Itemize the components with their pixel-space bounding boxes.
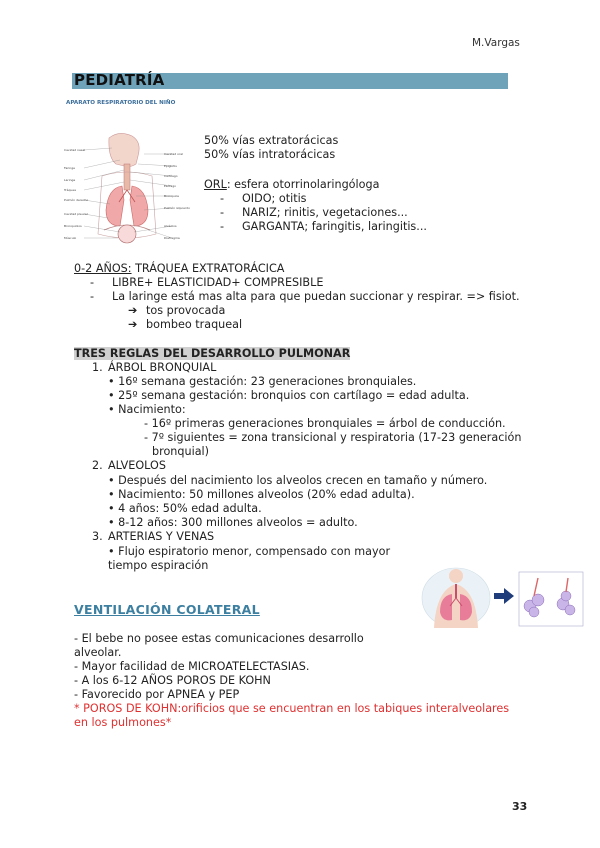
fig1-label: Diafragma [164,236,180,240]
page-number: 33 [512,800,528,813]
ventilation-line: alveolar. [74,646,122,659]
sub-bullet-item: - 16º primeras generaciones bronquiales = árbol de conducción. [144,417,506,430]
bullet-item: • Nacimiento: 50 millones alveolos (20% edad adulta). [108,488,415,501]
fig1-label: Cavidad oral [164,152,183,156]
numbered-item: 1. ÁRBOL BRONQUIAL [92,361,217,374]
fig1-label: Epiglotis [164,164,177,168]
sub-bullet-item: bronquial) [152,445,210,458]
intrathoracic-line: 50% vías intratorácicas [204,148,336,161]
fig1-label: Tráquea [64,188,76,192]
page-title: PEDIATRÍA [74,71,165,89]
bullet-item: • 4 años: 50% edad adulta. [108,502,262,515]
bullet-item: • 25º semana gestación: bronquios con cartílago = edad adulta. [108,389,470,402]
fig1-label: Bronquios [164,194,179,198]
bullet-item: • Nacimiento: [108,403,186,416]
orl-item: - GARGANTA; faringitis, laringitis... [220,220,427,233]
arrow-icon: ➔ [128,318,138,331]
list-item: - LIBRE+ ELASTICIDAD+ COMPRESIBLE [90,276,324,289]
sub-list-item: ➔ tos provocada [128,304,226,317]
fig1-label: Cavidad pleural [64,212,88,216]
bullet-item: • Después del nacimiento los alveolos crecen en tamaño y número. [108,474,488,487]
fig1-label: Pulmón izquierdo [164,206,190,210]
kohn-note: * POROS DE KOHN:orificios que se encuentran en los tabiques interalveolares [74,702,510,715]
fig1-label: Faringe [64,166,76,170]
bullet-item: • Flujo espiratorio menor, compensado con mayor [108,545,391,558]
fig1-label: Alvéolos [164,224,177,228]
numbered-item: 3. ARTERIAS Y VENAS [92,530,215,543]
sub-list-item: ➔ bombeo traqueal [128,318,243,331]
ventilation-line: - El bebe no posee estas comunicaciones desarrollo [74,632,364,645]
numbered-item: 2. ALVEOLOS [92,459,166,472]
sub-bullet-item: - 7º siguientes = zona transicional y respiratoria (17-23 generación [144,431,522,444]
fig1-label: Bronquiolos [64,224,82,228]
fig1-label: Pulmón derecho [64,198,89,202]
orl-line [204,178,379,192]
ventilation-heading: VENTILACIÓN COLATERAL [74,602,260,617]
section-heading: TRES REGLAS DEL DESARROLLO PULMONAR [74,347,351,360]
extrathoracic-line: 50% vías extratorácicas [204,134,339,147]
ventilation-line: - Mayor facilidad de MICROATELECTASIAS. [74,660,310,673]
fig1-label: Laringe [64,178,76,182]
author-name: M.Vargas [472,37,520,49]
orl-text: : esfera otorrinolaringóloga [226,178,380,191]
orl-item: - NARIZ; rinitis, vegetaciones... [220,206,408,219]
kohn-note: en los pulmones* [74,716,172,729]
age-heading: 0-2 AÑOS: TRÁQUEA EXTRATORÁCICA [74,262,285,275]
respiratory-system-figure [64,130,194,248]
subtitle: APARATO RESPIRATORIO DEL NIÑO [66,100,176,106]
list-item: - La laringe está mas alta para que puedan succionar y respirar. => fisiot. [90,290,520,303]
ventilation-line: - Favorecido por APNEA y PEP [74,688,240,701]
fig1-label: Cavidad nasal [64,148,86,152]
fig1-label: Cartílago [164,174,178,178]
bullet-item: tiempo espiración [108,559,209,572]
bullet-item: • 8-12 años: 300 millones alveolos = adulto. [108,516,358,529]
orl-item: - OIDO; otitis [220,192,307,205]
fig1-label: Esófago [164,184,176,188]
lungs-alveoli-figure [420,566,585,628]
ventilation-line: - A los 6-12 AÑOS POROS DE KOHN [74,674,271,687]
bullet-item: • 16º semana gestación: 23 generaciones bronquiales. [108,375,417,388]
fig1-label: Músculo [64,236,77,240]
arrow-icon: ➔ [128,304,138,317]
orl-label: ORL [204,178,227,191]
